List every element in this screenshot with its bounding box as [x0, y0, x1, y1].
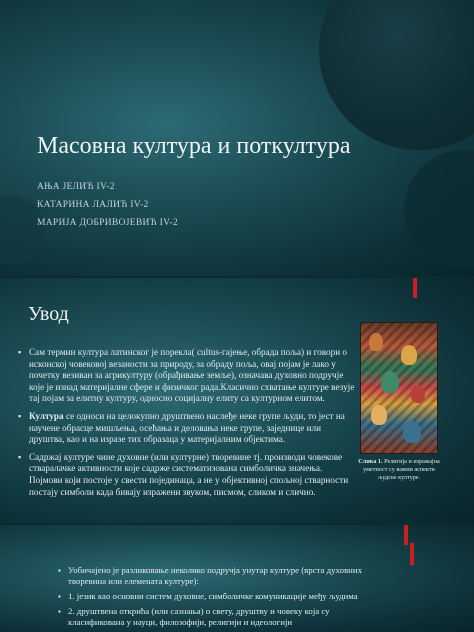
- list-item: [58, 591, 378, 602]
- bullet-icon: ▪: [18, 410, 22, 421]
- content-slide: [0, 525, 474, 632]
- bullet-icon: ▪: [18, 451, 22, 462]
- bullet-icon: ▪: [58, 566, 61, 575]
- bullet-text: се односи на целокупно друштвено наслеђе неке групе људи, то јест на научене обрасце мишљења, осећања и деловања неке групе, заједнице или друштва, као и на изразе тих образаца у материјалним објектима.: [29, 410, 345, 445]
- authors-list: [37, 178, 178, 232]
- intro-slide: [0, 278, 474, 523]
- temple-sculpture-image: [360, 322, 438, 454]
- accent-bar: [404, 525, 408, 545]
- list-item: [18, 347, 356, 405]
- list-item: [58, 606, 378, 628]
- author-name: МАРИЈА ДОБРИВОЈЕВИЋ IV-2: [37, 218, 178, 228]
- caption-text: Религија и изражајна уметност су важни аспекти људске културе.: [363, 458, 440, 481]
- bullet-text: 2. друштвена открића (или сазнања) о свету, друштву и човеку која су класификована у науци, филозофији, религији и идеологији: [68, 606, 330, 627]
- bullet-icon: ▪: [58, 592, 61, 601]
- bullet-text: Садржај културе чине духовне (или културне) творевине тј. производи човекове стваралачке активности које садрже систематизована симболичка значења. Појмови који постоје у свести појединаца, а не у објективној спољној стварности постају симболи када бивају изражени звуком, писмом, сликом и слично.: [29, 451, 349, 497]
- accent-bar: [410, 543, 414, 565]
- presentation-title: Масовна култура и поткултура: [37, 133, 351, 159]
- decorative-circle: [404, 150, 474, 270]
- bullet-list: [18, 347, 356, 504]
- decorative-circle: [319, 0, 474, 150]
- title-slide: [0, 0, 474, 276]
- bullet-icon: ▪: [18, 347, 22, 357]
- list-item: [18, 411, 356, 446]
- caption-label: Слика 1.: [358, 458, 383, 465]
- bullet-list: [58, 565, 378, 632]
- list-item: [58, 565, 378, 587]
- bullet-text: 1. језик као основни систем духовне, симболичке комуникације међу људима: [68, 591, 358, 601]
- slide-heading: Увод: [28, 303, 69, 325]
- image-caption: [356, 458, 442, 482]
- accent-bar: [413, 278, 417, 298]
- bullet-bold-term: Култура: [29, 410, 64, 421]
- bullet-icon: ▪: [58, 607, 61, 616]
- list-item: [18, 452, 356, 498]
- author-name: АЊА ЈЕЛИЋ IV-2: [37, 182, 115, 192]
- bullet-text: Уобичајено је разликовање неколико подручја унутар културе (врста духовних творевина или елемената културе):: [68, 565, 362, 586]
- author-name: КАТАРИНА ЛАЛИЋ IV-2: [37, 200, 149, 210]
- bullet-text: Сам термин култура латинског је порекла( cultus-гајење, обрада поља) и говори о исконској човековој везаности за природу, за обраду поља, овај појам је лако у почетку везиван за агрикултуру (обрађивање земље), означава духовно подручје које је изнад материјалне сфере и физичког рада.Класично схватање културе везује тај појам за елитну културу, односно социјалну елиту са културном елитом.: [29, 347, 355, 404]
